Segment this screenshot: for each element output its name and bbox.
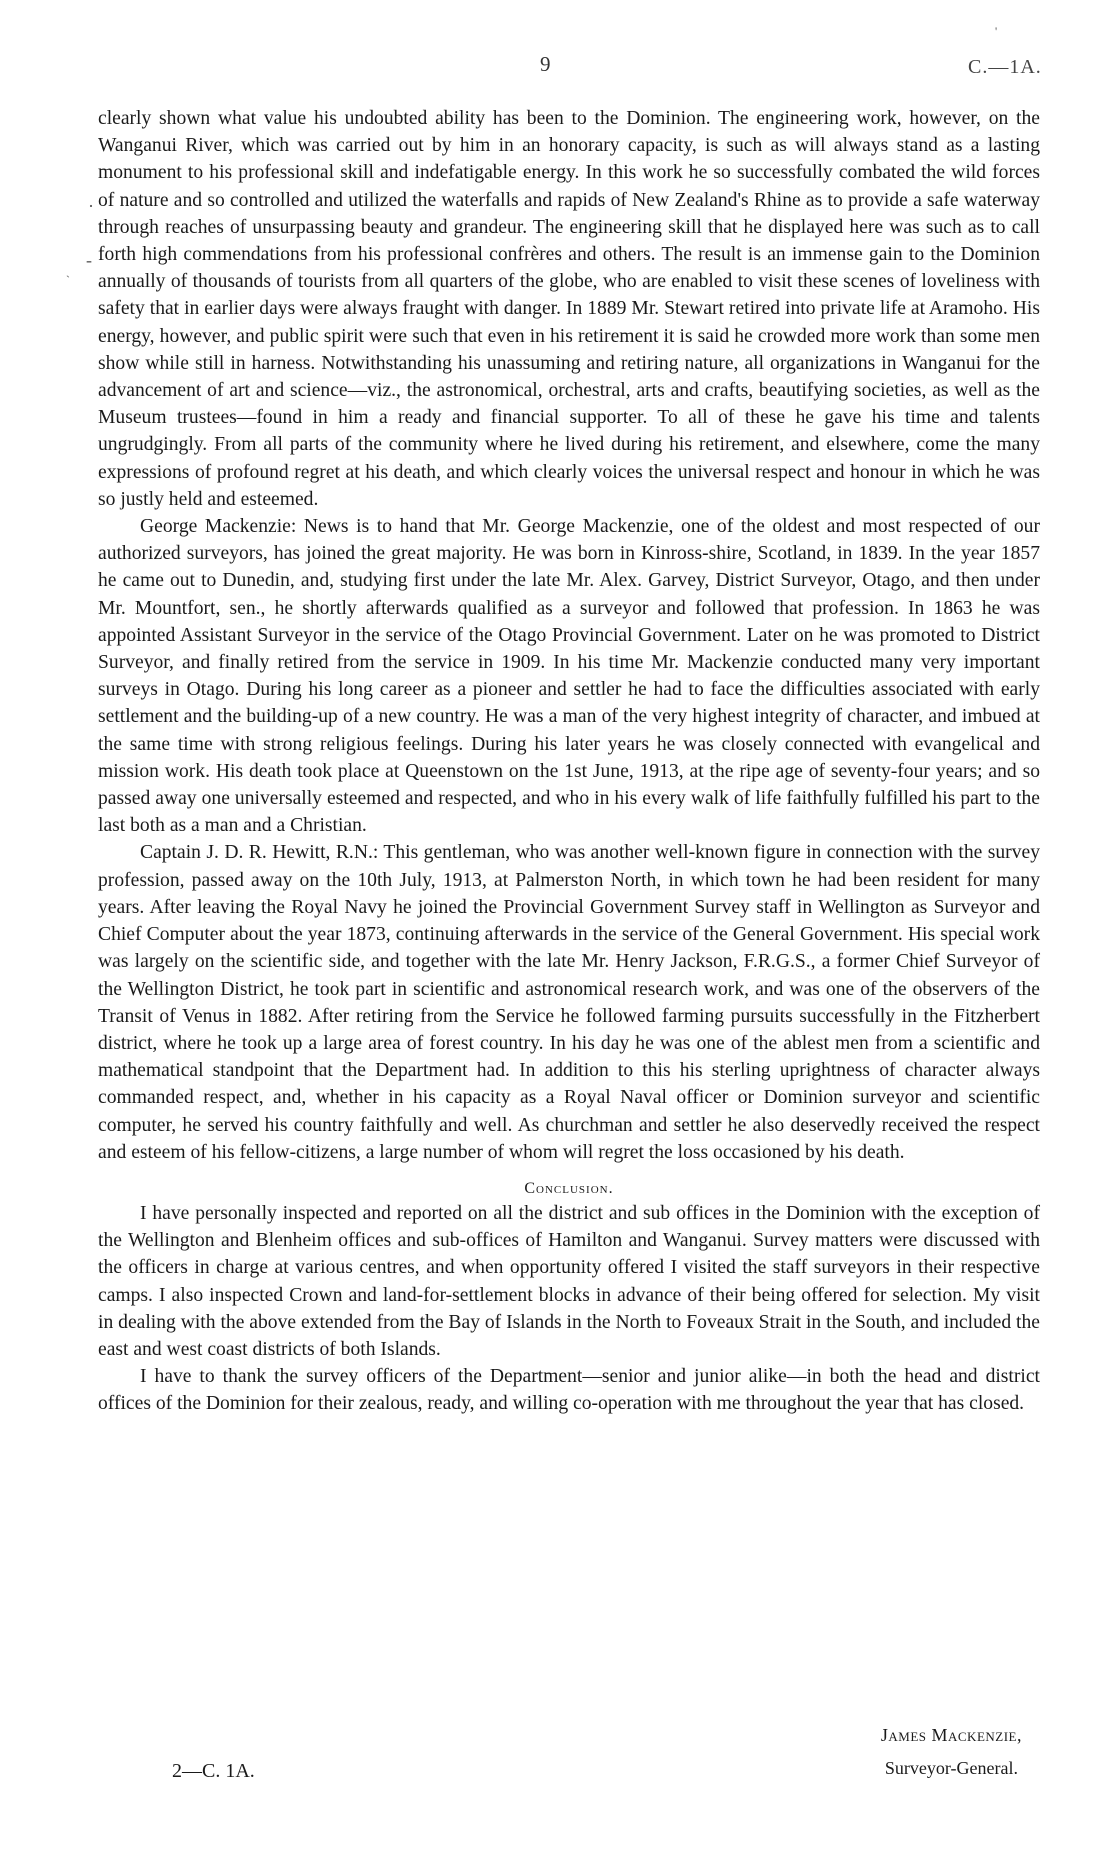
margin-dash: · bbox=[88, 196, 94, 216]
conclusion-heading: Conclusion. bbox=[524, 1179, 614, 1197]
signature-name: James Mackenzie, bbox=[880, 1725, 1022, 1745]
page-number: 9 bbox=[540, 52, 551, 76]
paragraph-george-mackenzie: George Mackenzie: News is to hand that Mr. George Mackenzie, one of the oldest and most respected of our authorized surveyors, has joined the great majority. He was born in Kinross-shire, Scotland, in 1839. In the year 1857 he came out to Dunedin, and, studying first under the late Mr. Alex. Garvey, District Surveyor, Otago, and then under Mr. Mountfort, sen., he shortly afterwards qualified as a surveyor and followed that profession. In 1863 he was appointed Assistant Surveyor in the service of the Otago Provincial Government. Later on he was promoted to District Surveyor, and finally retired from the service in 1909. In his time Mr. Mackenzie conducted many very important surveys in Otago. During his long career as a pioneer and settler he had to face the difficulties associated with early settlement and the building-up of a new country. He was a man of the very highest integrity of character, and imbued at the same time with strong religious feelings. During his later years he was closely connected with evangelical and mission work. His death took place at Queenstown on the 1st June, 1913, at the ripe age of seventy-four years; and so passed away one universally esteemed and respected, and who in his every walk of life faithfully fulfilled his part to the last both as a man and a Christian. bbox=[98, 516, 1040, 837]
margin-tick: ˎ bbox=[66, 264, 70, 278]
body-text bbox=[98, 105, 1040, 1418]
margin-dash: - bbox=[86, 250, 92, 270]
signature-reference: 2—C. 1A. bbox=[172, 1760, 255, 1782]
scan-speck: ' bbox=[995, 24, 998, 38]
paragraph-conclusion-inspection: I have personally inspected and reported on all the district and sub offices in the Dominion with the exception of the Wellington and Blenheim offices and sub-offices of Hamilton and Wanganui. Survey matters were discussed with the officers in charge at various centres, and when opportunity offered I visited the staff surveyors in their respective camps. I also inspected Crown and land-for-settlement blocks in advance of their being offered for selection. My visit in dealing with the above extended from the Bay of Islands in the North to Foveaux Strait in the South, and included the east and west coast districts of both Islands. bbox=[98, 1202, 1040, 1360]
paragraph-conclusion-thanks: I have to thank the survey officers of the Department—senior and junior alike—in both the head and district offices of the Dominion for their zealous, ready, and willing co-operation with me throughout the year that has closed. bbox=[98, 1366, 1040, 1415]
paragraph-captain-hewitt: Captain J. D. R. Hewitt, R.N.: This gentleman, who was another well-known figure in connection with the survey profession, passed away on the 10th July, 1913, at Palmerston North, in which town he had been resident for many years. After leaving the Royal Navy he joined the Provincial Government Survey staff in Wellington as Surveyor and Chief Computer about the year 1873, continuing afterwards in the service of the General Government. His special work was largely on the scientific side, and together with the late Mr. Henry Jackson, F.R.G.S., a former Chief Surveyor of the Wellington District, he took part in scientific and astronomical research work, and was one of the observers of the Transit of Venus in 1882. After retiring from the Service he followed farming pursuits successfully in the Fitzherbert district, where he took up a large area of forest country. In his day he was one of the ablest men from a scientific and mathematical standpoint that the Department had. In addition to this his sterling uprightness of character always commanded respect, and, whether in his capacity as a Royal Naval officer or Dominion surveyor and scientific computer, he served his country faithfully and well. As churchman and settler he also deservedly received the respect and esteem of his fellow-citizens, a large number of whom will regret the loss occasioned by his death. bbox=[98, 842, 1040, 1163]
paragraph-stewart-tribute: clearly shown what value his undoubted ability has been to the Dominion. The engineering work, however, on the Wanganui River, which was carried out by him in an honorary capacity, is such as will always stand as a lasting monument to his professional skill and indefatigable energy. In this work he so successfully combated the wild forces of nature and so controlled and utilized the waterfalls and rapids of New Zealand's Rhine as to provide a safe waterway through reaches of unsurpassing beauty and grandeur. The engineering skill that he displayed here was such as to call forth high commendations from his professional confrères and others. The result is an immense gain to the Dominion annually of thousands of tourists from all quarters of the globe, who are enabled to visit these scenes of loveliness with safety that in earlier days were always fraught with danger. In 1889 Mr. Stewart retired into private life at Aramoho. His energy, however, and public spirit were such that even in his retirement it is said he crowded more work than some men show while still in harness. Notwithstanding his unassuming and retiring nature, all organizations in Wanganui for the advancement of art and science—viz., the astronomical, orchestral, arts and crafts, beautifying societies, as well as the Museum trustees—found in him a ready and financial supporter. To all of these he gave his time and talents ungrudgingly. From all parts of the community where he lived during his retirement, and elsewhere, come the many expressions of profound regret at his death, and which clearly voices the universal respect and honour in which he was so justly held and esteemed. bbox=[98, 108, 1040, 510]
document-reference: C.—1A. bbox=[968, 56, 1042, 78]
signature-title: Surveyor-General. bbox=[884, 1758, 1018, 1778]
